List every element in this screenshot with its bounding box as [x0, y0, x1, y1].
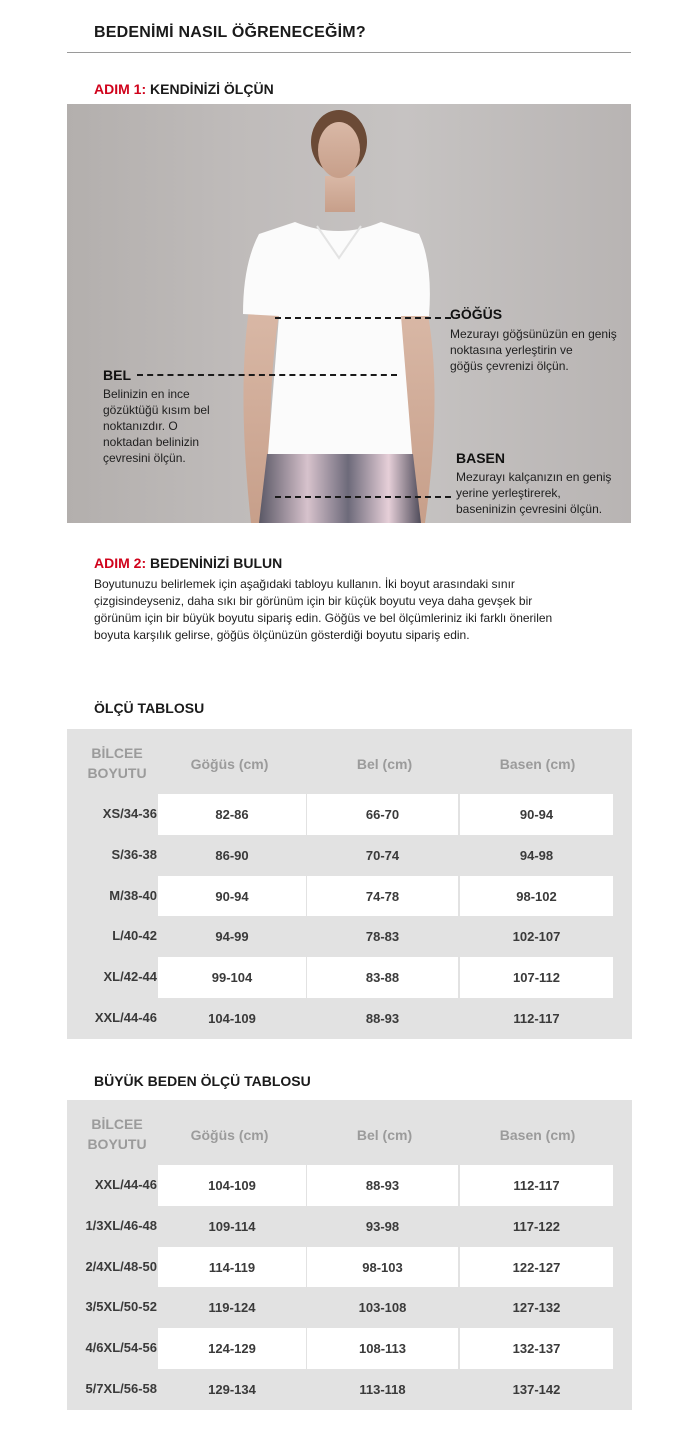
hip-text-line: Mezurayı kalçanızın en geniş [456, 470, 612, 484]
size-column-header-line2: BOYUTU [87, 765, 147, 781]
size-column-header-line1: BİLCEE [91, 745, 143, 761]
chest-cell: 129-134 [158, 1369, 306, 1410]
waist-text-line: noktadan belinizin [103, 435, 200, 449]
size-row-label: 1/3XL/46-48 [85, 1218, 157, 1233]
size-row-label: XS/34-36 [102, 806, 157, 821]
chest-cell: 114-119 [158, 1247, 306, 1288]
step2-title: BEDENİNİZİ BULUN [150, 555, 283, 571]
hip-cell: 94-98 [460, 835, 613, 876]
chest-cell: 82-86 [158, 794, 306, 835]
hip-cell: 122-127 [460, 1247, 613, 1288]
page-title: BEDENİMİ NASIL ÖĞRENECEĞİM? [94, 24, 366, 41]
size-row-label: 3/5XL/50-52 [85, 1299, 157, 1314]
waist-cell: 88-93 [307, 1165, 458, 1206]
waist-text-line: noktanızdır. O [103, 419, 178, 433]
size-row-label: XXL/44-46 [94, 1010, 157, 1025]
size-row-label: XXL/44-46 [94, 1177, 157, 1192]
chest-text-line: göğüs çevrenizi ölçün. [450, 359, 569, 373]
waist-column-header: Bel (cm) [356, 1127, 413, 1143]
chest-cell: 109-114 [158, 1206, 306, 1247]
description-line: Boyutunuzu belirlemek için aşağıdaki tabloyu kullanın. İki boyut arasındaki sınır [94, 577, 515, 591]
chest-text-line: noktasına yerleştirin ve [450, 343, 573, 357]
waist-cell: 108-113 [307, 1328, 458, 1369]
hip-label-title: BASEN [456, 450, 506, 466]
hip-cell: 90-94 [460, 794, 613, 835]
chest-cell: 94-99 [158, 916, 306, 957]
measurement-photo [67, 104, 631, 523]
chest-cell: 99-104 [158, 957, 306, 998]
waist-column-header: Bel (cm) [356, 756, 413, 772]
chest-cell: 104-109 [158, 1165, 306, 1206]
waist-text-line: Belinizin en ince [103, 387, 190, 401]
waist-cell: 93-98 [307, 1206, 458, 1247]
chest-text-line: Mezurayı göğsünüzün en geniş [450, 327, 617, 341]
step2-description [94, 576, 614, 644]
hip-column-header: Basen (cm) [499, 756, 576, 772]
waist-cell: 74-78 [307, 876, 458, 917]
waist-guide-line [137, 374, 397, 376]
plus-size-table [67, 1100, 632, 1410]
step1-title: KENDİNİZİ ÖLÇÜN [150, 81, 274, 97]
waist-cell: 78-83 [307, 916, 458, 957]
description-line: çizgisindeyseniz, daha sıkı bir görünüm için bir küçük boyutu veya daha gevşek bir [94, 594, 533, 608]
chest-guide-line [275, 317, 451, 319]
hip-cell: 107-112 [460, 957, 613, 998]
waist-cell: 103-108 [307, 1287, 458, 1328]
chest-label-text [450, 326, 617, 374]
hip-cell: 112-117 [460, 998, 613, 1039]
waist-cell: 83-88 [307, 957, 458, 998]
size-row-label: S/36-38 [111, 847, 157, 862]
chest-cell: 104-109 [158, 998, 306, 1039]
size-column-header-line1: BİLCEE [91, 1116, 143, 1132]
hip-cell: 98-102 [460, 876, 613, 917]
size-row-label: XL/42-44 [103, 969, 157, 984]
step2-heading [94, 555, 282, 571]
waist-text-line: gözüktüğü kısım bel [103, 403, 210, 417]
hip-cell: 137-142 [460, 1369, 613, 1410]
waist-cell: 113-118 [307, 1369, 458, 1410]
step2-prefix: ADIM 2: [94, 555, 147, 571]
plus-size-table-title: BÜYÜK BEDEN ÖLÇÜ TABLOSU [94, 1073, 311, 1089]
hip-cell: 117-122 [460, 1206, 613, 1247]
size-row-label: 2/4XL/48-50 [85, 1259, 157, 1274]
hip-text-line: yerine yerleştirerek, [456, 486, 561, 500]
title-divider [67, 52, 631, 53]
description-line: görünüm için bir büyük boyutu sipariş edin. Göğüs ve bel ölçümleriniz iki farklı önerilen [94, 611, 553, 625]
size-row-label: 5/7XL/56-58 [85, 1381, 157, 1396]
waist-label-text [103, 386, 210, 466]
size-table-title: ÖLÇÜ TABLOSU [94, 700, 205, 716]
waist-cell: 88-93 [307, 998, 458, 1039]
hip-label-text [456, 469, 611, 517]
chest-cell: 86-90 [158, 835, 306, 876]
hip-guide-line [275, 496, 451, 498]
chest-cell: 119-124 [158, 1287, 306, 1328]
hip-cell: 112-117 [460, 1165, 613, 1206]
hip-text-line: baseninizin çevresini ölçün. [456, 502, 603, 516]
size-row-label: 4/6XL/54-56 [85, 1340, 157, 1355]
size-row-label: L/40-42 [112, 928, 157, 943]
chest-column-header: Göğüs (cm) [190, 756, 269, 772]
waist-text-line: çevresini ölçün. [103, 451, 186, 465]
hip-cell: 127-132 [460, 1287, 613, 1328]
chest-cell: 124-129 [158, 1328, 306, 1369]
step1-prefix: ADIM 1: [94, 81, 147, 97]
size-table [67, 729, 632, 1039]
hip-column-header: Basen (cm) [499, 1127, 576, 1143]
size-row-label: M/38-40 [109, 888, 157, 903]
waist-label-title: BEL [103, 367, 131, 383]
description-line: boyuta karşılık gelirse, göğüs ölçünüzün gösterdiği boyutu sipariş edin. [94, 628, 470, 642]
step1-heading [94, 81, 274, 97]
waist-cell: 98-103 [307, 1247, 458, 1288]
waist-cell: 70-74 [307, 835, 458, 876]
chest-column-header: Göğüs (cm) [190, 1127, 269, 1143]
size-column-header-line2: BOYUTU [87, 1136, 147, 1152]
chest-cell: 90-94 [158, 876, 306, 917]
waist-cell: 66-70 [307, 794, 458, 835]
hip-cell: 132-137 [460, 1328, 613, 1369]
chest-label-title: GÖĞÜS [450, 306, 503, 322]
hip-cell: 102-107 [460, 916, 613, 957]
